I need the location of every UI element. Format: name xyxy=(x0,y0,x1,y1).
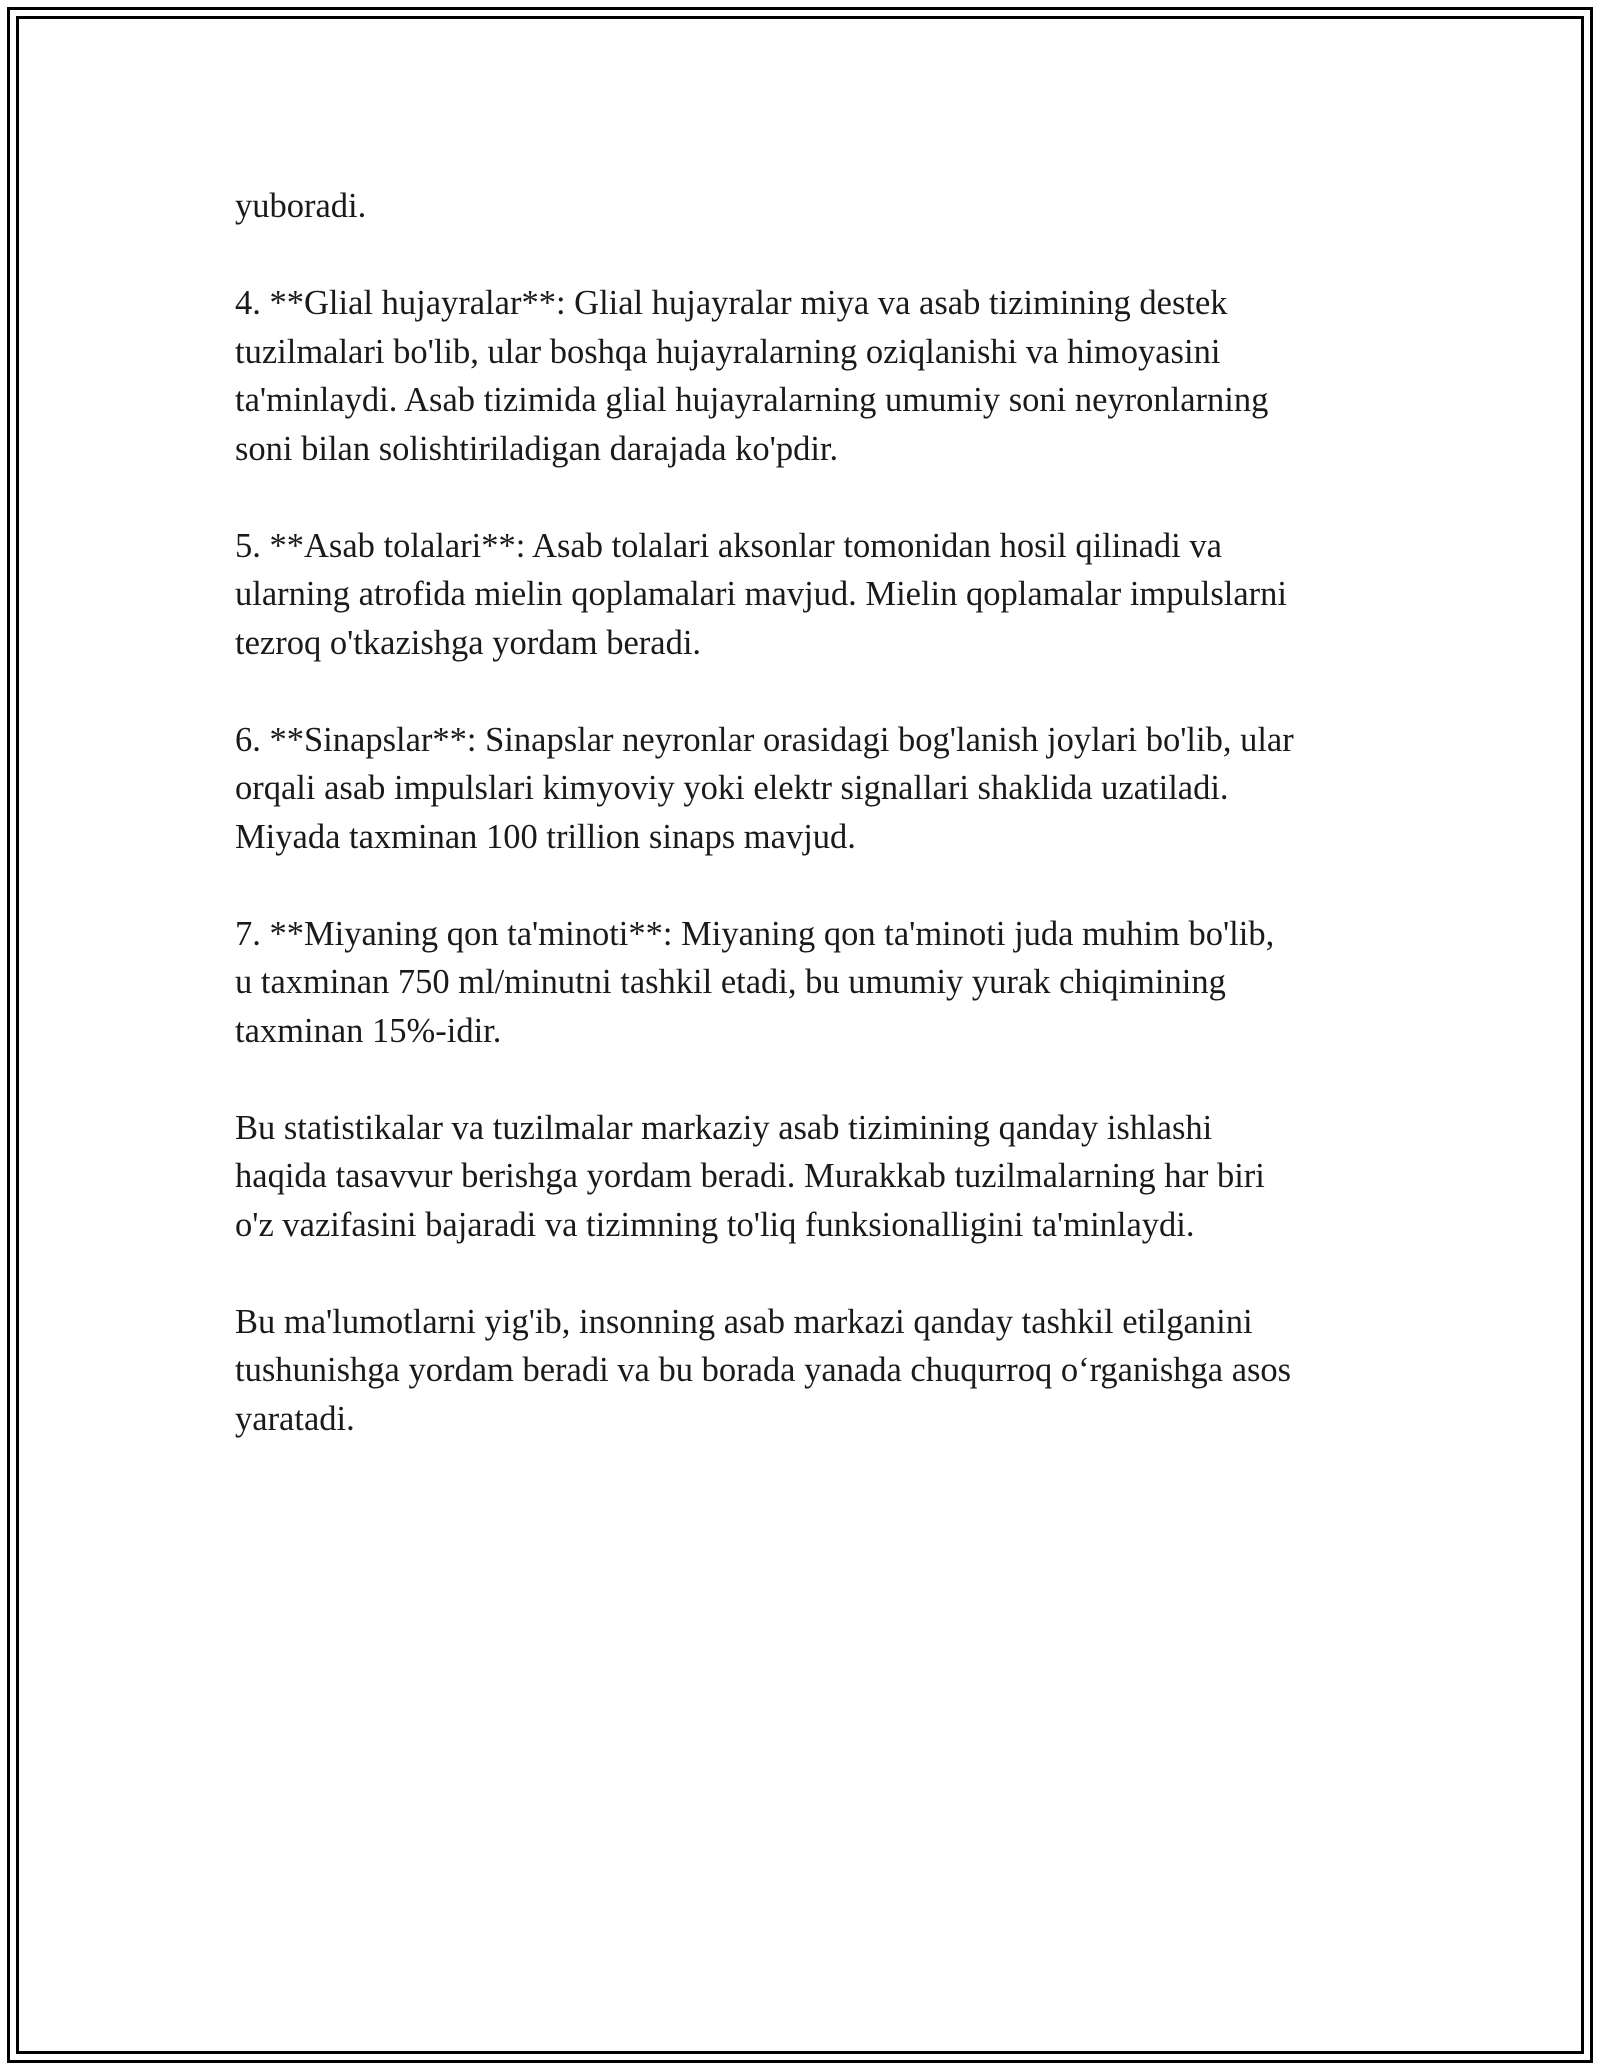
paragraph-conclusion: Bu ma'lumotlarni yig'ib, insonning asab markazi qanday tashkil etilganini tushunishga yordam beradi va bu borada yanada chuqurroq o‘rganishga asos yaratadi. xyxy=(235,1302,1292,1438)
paragraph-continuation: yuboradi. xyxy=(235,187,367,225)
paragraph-summary: Bu statistikalar va tuzilmalar markaziy asab tizimining qanday ishlashi haqida tasavvur berishga yordam beradi. Murakkab tuzilmalarning har biri o'z vazifasini bajaradi va tizimning to'liq funksionalligini ta'minlaydi. xyxy=(235,1108,1265,1244)
document-body xyxy=(235,182,1375,1492)
paragraph-glial-cells: 4. **Glial hujayralar**: Glial hujayralar miya va asab tizimining destek tuzilmalari bo'lib, ular boshqa hujayralarning oziqlanishi va himoyasini ta'minlaydi. Asab tizimida glial hujayralarning umumiy soni neyronlarning soni bilan solishtiriladigan darajada ko'pdir. xyxy=(235,284,1269,468)
paragraph-blood-supply: 7. **Miyaning qon ta'minoti**: Miyaning qon ta'minoti juda muhim bo'lib, u taxminan 750 ml/minutni tashkil etadi, bu umumiy yurak chiqimining taxminan 15%-idir. xyxy=(235,914,1275,1050)
paragraph-synapses: 6. **Sinapslar**: Sinapslar neyronlar orasidagi bog'lanish joylari bo'lib, ular orqali asab impulslari kimyoviy yoki elektr signallari shaklida uzatiladi. Miyada taxminan 100 trillion sinaps mavjud. xyxy=(235,720,1294,856)
paragraph-nerve-fibers: 5. **Asab tolalari**: Asab tolalari aksonlar tomonidan hosil qilinadi va ularning atrofida mielin qoplamalari mavjud. Mielin qoplamalar impulslarni tezroq o'tkazishga yordam beradi. xyxy=(235,526,1287,662)
